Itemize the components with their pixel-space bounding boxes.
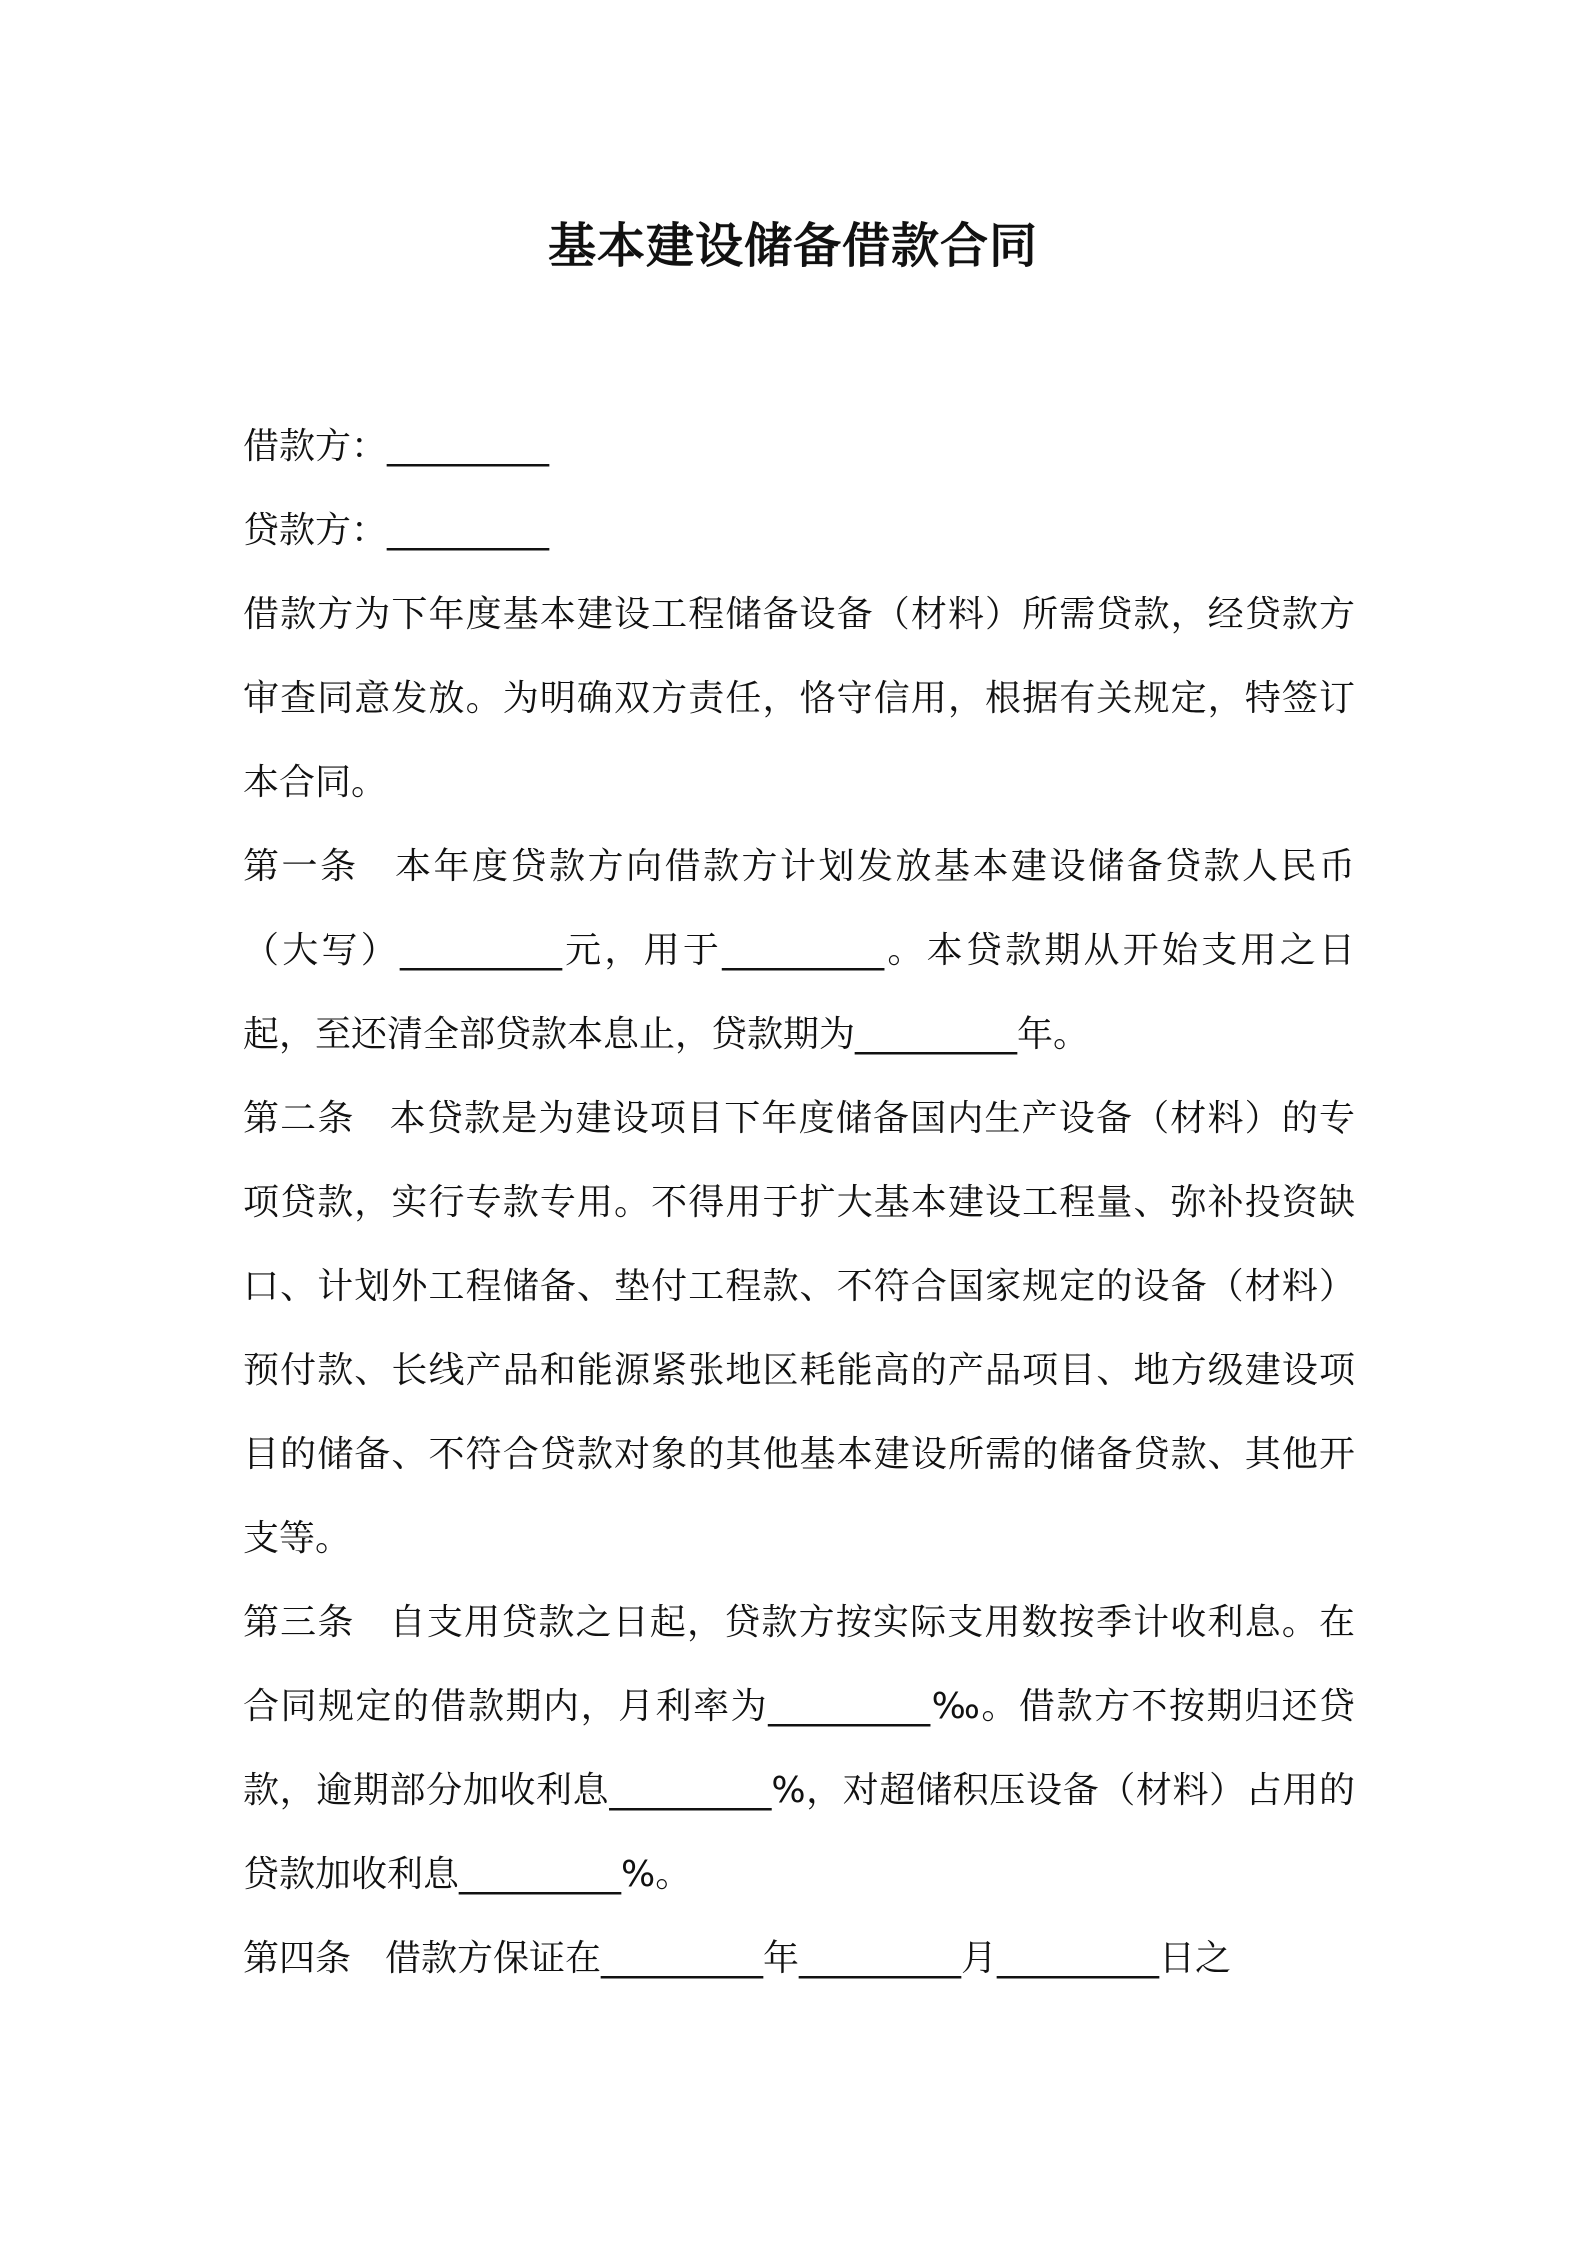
article-text: 本年度贷款方向借款方计划发放基本建设储备贷款人民币（大写）_________元，用于_________。本贷款期从开始支用之日起，至还清全部贷款本息止，贷款期为_________年。 — [243, 846, 1355, 1055]
article-heading: 第二条 — [243, 1098, 355, 1139]
intro-paragraph: 借款方为下年度基本建设工程储备设备（材料）所需贷款，经贷款方审查同意发放。为明确双方责任，恪守信用，根据有关规定，特签订本合同。 — [243, 594, 1355, 803]
article-2 — [243, 1077, 1355, 1581]
document-body — [243, 405, 1355, 2001]
article-heading: 第四条 — [243, 1938, 352, 1979]
borrower-line: 借款方：_________ — [243, 426, 550, 467]
article-heading: 第三条 — [243, 1602, 355, 1643]
article-text: 借款方保证在_________年_________月_________日之 — [385, 1938, 1232, 1979]
article-3 — [243, 1581, 1355, 1917]
article-heading: 第一条 — [243, 846, 359, 887]
article-text: 本贷款是为建设项目下年度储备国内生产设备（材料）的专项贷款，实行专款专用。不得用于扩大基本建设工程量、弥补投资缺口、计划外工程储备、垫付工程款、不符合国家规定的设备（材料）预付款、长线产品和能源紧张地区耗能高的产品项目、地方级建设项目的储备、不符合贷款对象的其他基本建设所需的储备贷款、其他开支等。 — [243, 1098, 1355, 1559]
article-1 — [243, 825, 1355, 1077]
article-text: 自支用贷款之日起，贷款方按实际支用数按季计收利息。在合同规定的借款期内，月利率为_________‰。借款方不按期归还贷款，逾期部分加收利息_________%，对超储积压设备（材料）占用的贷款加收利息_________%。 — [243, 1602, 1355, 1895]
lender-line: 贷款方：_________ — [243, 510, 550, 551]
document-title: 基本建设储备借款合同 — [547, 218, 1038, 274]
article-4 — [243, 1917, 1355, 2001]
